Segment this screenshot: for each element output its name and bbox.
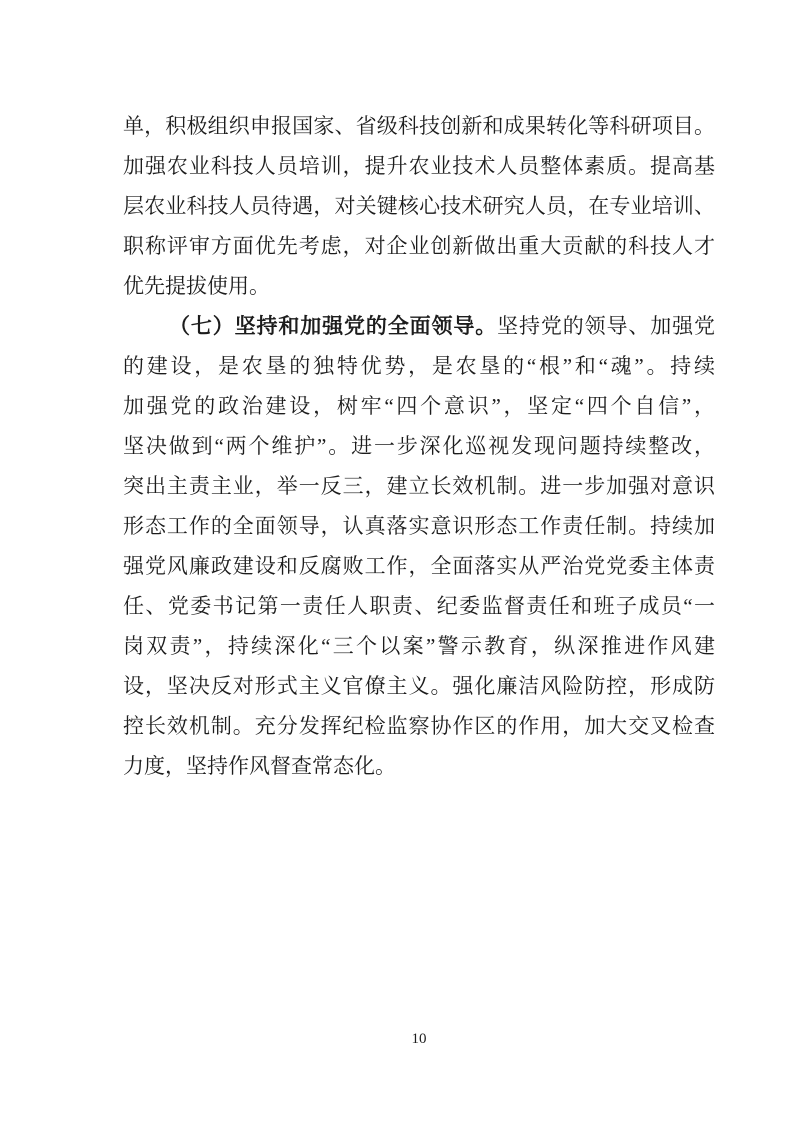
text-line: [123, 626, 715, 666]
text-segment: 优先提拔使用。: [123, 274, 270, 298]
text-line: [123, 466, 715, 506]
text-segment: 任、党委书记第一责任人职责、纪委监督责任和班子成员“一: [123, 594, 715, 618]
document-body: [123, 106, 715, 786]
text-line: [123, 426, 715, 466]
text-line: [123, 746, 715, 786]
text-line: [123, 386, 715, 426]
text-segment: 单，积极组织申报国家、省级科技创新和成果转化等科研项目。: [123, 114, 715, 138]
text-segment: 层农业科技人员待遇，对关键核心技术研究人员，在专业培训、: [123, 194, 715, 218]
text-segment: 力度，坚持作风督查常态化。: [123, 754, 396, 778]
text-segment: 加强农业科技人员培训，提升农业技术人员整体素质。提高基: [123, 154, 715, 178]
text-line: [123, 706, 715, 746]
text-segment: 突出主责主业，举一反三，建立长效机制。进一步加强对意识: [123, 474, 715, 498]
text-segment: 岗双责”，持续深化“三个以案”警示教育，纵深推进作风建: [123, 634, 715, 658]
text-segment: 设，坚决反对形式主义官僚主义。强化廉洁风险防控，形成防: [123, 674, 715, 698]
page-number: 10: [411, 1031, 427, 1047]
text-segment: 强党风廉政建设和反腐败工作，全面落实从严治党党委主体责: [123, 554, 715, 578]
text-line: [123, 506, 715, 546]
text-segment: 的建设，是农垦的独特优势，是农垦的“根”和“魂”。持续: [123, 354, 715, 378]
text-segment: 职称评审方面优先考虑，对企业创新做出重大贡献的科技人才: [123, 234, 715, 258]
text-line: [123, 226, 715, 266]
text-line: [123, 186, 715, 226]
text-line: [123, 586, 715, 626]
text-line: [123, 666, 715, 706]
text-segment: 加强党的政治建设，树牢“四个意识”，坚定“四个自信”，: [123, 394, 715, 418]
text-line: [123, 306, 715, 346]
text-line: [123, 146, 715, 186]
text-line: [123, 546, 715, 586]
text-segment: 坚持党的领导、加强党: [497, 314, 715, 338]
text-segment: 控长效机制。充分发挥纪检监察协作区的作用，加大交叉检查: [123, 714, 715, 738]
page-footer: [123, 1030, 715, 1048]
text-segment: 形态工作的全面领导，认真落实意识形态工作责任制。持续加: [123, 514, 715, 538]
bold-text-segment: （七）坚持和加强党的全面领导。: [169, 314, 498, 338]
text-line: [123, 266, 715, 306]
text-line: [123, 346, 715, 386]
text-line: [123, 106, 715, 146]
text-segment: 坚决做到“两个维护”。进一步深化巡视发现问题持续整改，: [123, 434, 715, 458]
